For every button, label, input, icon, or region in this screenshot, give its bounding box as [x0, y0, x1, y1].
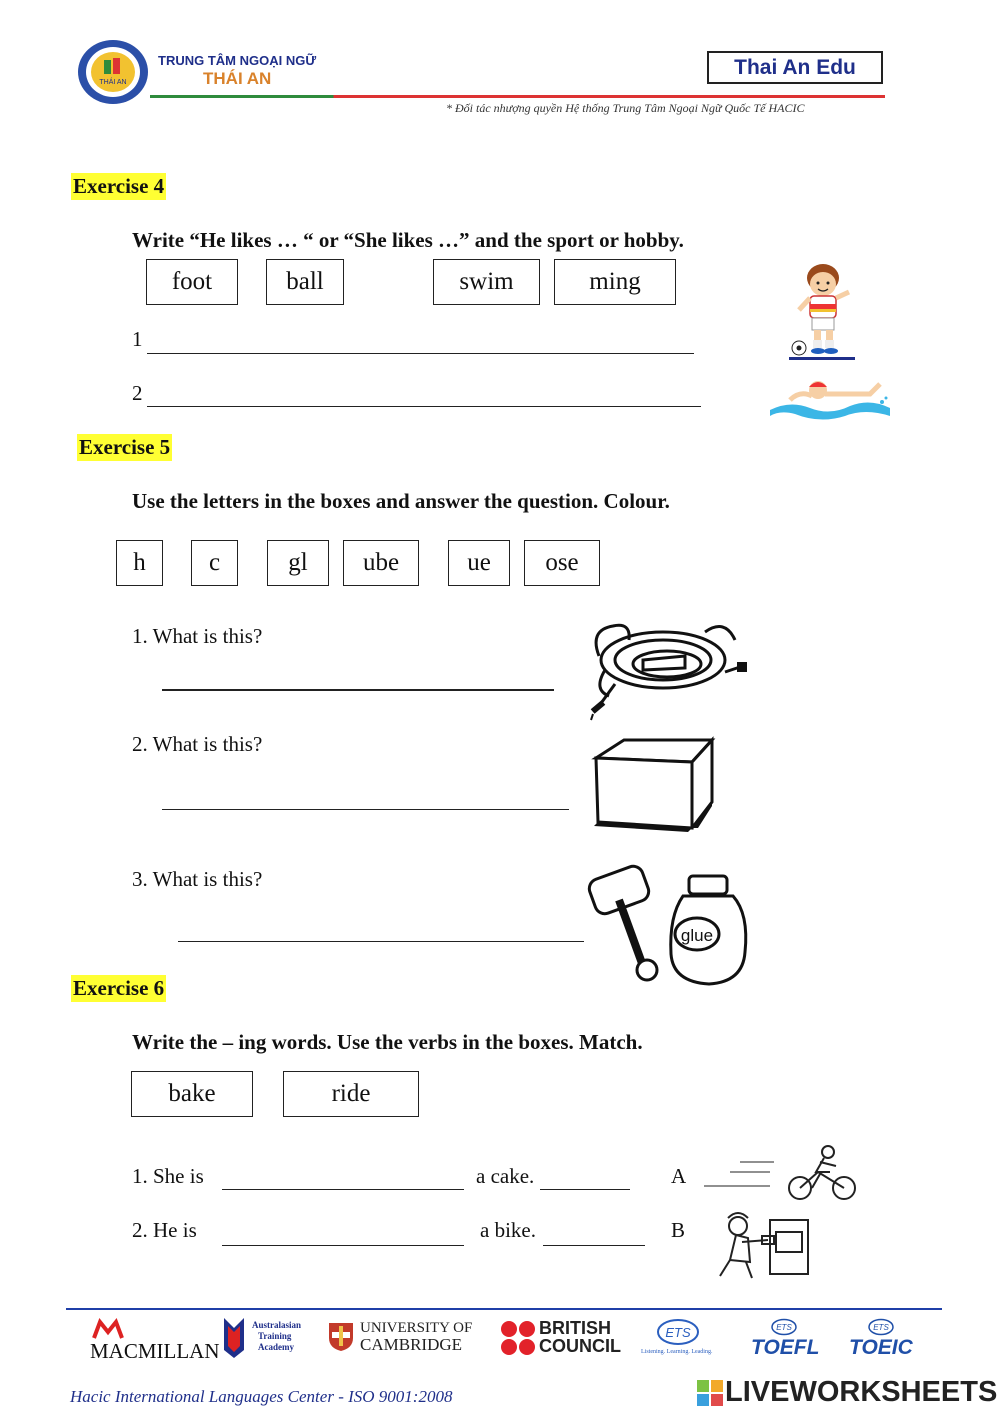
ex5-box-ose: ose: [524, 540, 600, 586]
ex4-box-ming: ming: [554, 259, 676, 305]
toefl-ets-icon: [770, 1318, 798, 1336]
ex4-box-swim: swim: [433, 259, 540, 305]
ex4-item-1-number: 1: [132, 327, 143, 351]
ex6-box-bake: bake: [131, 1071, 253, 1117]
center-logo-icon: [76, 38, 150, 106]
ex5-box-h: h: [116, 540, 163, 586]
ex5-box-gl: gl: [267, 540, 329, 586]
footer-center-text: Hacic International Languages Center - ISO 9001:2008: [70, 1387, 453, 1406]
ex5-question-3: 3. What is this?: [132, 867, 263, 891]
exercise4-instruction: Write “He likes … “ or “She likes …” and the sport or hobby.: [132, 228, 684, 252]
glue-label: glue: [680, 926, 714, 945]
ex6-letter-a: A: [671, 1164, 687, 1188]
exercise4-title: Exercise 4: [73, 174, 165, 198]
ex5-answer-line-3[interactable]: [178, 941, 584, 942]
ata-logo-icon: [220, 1316, 248, 1360]
ex4-answer-line-1[interactable]: [147, 353, 694, 354]
ex4-box-foot: foot: [146, 259, 238, 305]
british-council-line1: BRITISH: [539, 1318, 611, 1338]
footer-rule: [66, 1308, 942, 1310]
header-rule: [150, 95, 885, 98]
toeic-logo-text: TOEIC: [849, 1336, 913, 1359]
cyclist-image: [700, 1142, 860, 1202]
ex4-item-2-number: 2: [132, 381, 143, 405]
ex6-sentence-1-end: a cake.: [476, 1164, 535, 1188]
ex4-box-ball: ball: [266, 259, 344, 305]
brand-box: [707, 51, 883, 84]
brand-text: Thai An Edu: [734, 55, 856, 79]
cambridge-line1: UNIVERSITY OF: [360, 1320, 473, 1336]
toeic-ets-icon: [867, 1318, 895, 1336]
ex4-answer-line-2[interactable]: [147, 406, 701, 407]
macmillan-logo-icon: [92, 1318, 124, 1340]
glue-image: [585, 862, 755, 990]
boy-football-image: [785, 262, 860, 364]
ex5-box-ube: ube: [343, 540, 419, 586]
ex6-sentence-2-start: 2. He is: [132, 1218, 197, 1242]
ets-tagline: Listening. Learning. Leading.: [641, 1349, 713, 1355]
cambridge-crest-icon: [328, 1322, 354, 1352]
toefl-ets-text: ETS: [776, 1323, 792, 1332]
macmillan-logo-text: MACMILLAN: [90, 1339, 220, 1363]
ex6-match-line-1[interactable]: [540, 1189, 630, 1190]
cube-image: [588, 736, 718, 832]
exercise5-instruction: Use the letters in the boxes and answer the question. Colour.: [132, 489, 670, 513]
exercise6-instruction: Write the – ing words. Use the verbs in the boxes. Match.: [132, 1030, 643, 1054]
ata-line2: Training: [258, 1331, 292, 1341]
ex6-letter-b: B: [671, 1218, 686, 1242]
ex6-answer-line-1[interactable]: [222, 1189, 464, 1190]
center-name-line2: THÁI AN: [203, 69, 272, 88]
toeic-ets-text: ETS: [873, 1323, 889, 1332]
british-council-line2: COUNCIL: [539, 1336, 621, 1356]
ex5-answer-line-1[interactable]: [162, 689, 554, 691]
ets-logo-text: ETS: [665, 1325, 691, 1340]
swimmer-image: [770, 372, 890, 424]
ex6-match-line-2[interactable]: [543, 1245, 645, 1246]
ex6-sentence-1-start: 1. She is: [132, 1164, 204, 1188]
hose-image: [585, 610, 755, 722]
ex5-box-c: c: [191, 540, 238, 586]
ets-logo-icon: [656, 1318, 700, 1346]
ex6-box-ride: ride: [283, 1071, 419, 1117]
british-council-dots-icon: [500, 1320, 536, 1356]
ex5-box-ue: ue: [448, 540, 510, 586]
ata-line1: Australasian: [252, 1320, 302, 1330]
exercise6-title: Exercise 6: [73, 976, 165, 1000]
exercise5-title: Exercise 5: [79, 435, 171, 459]
ex5-question-1: 1. What is this?: [132, 624, 263, 648]
center-name-line1: TRUNG TÂM NGOẠI NGỮ: [158, 53, 317, 68]
logo-text: THÁI AN: [99, 79, 127, 86]
ex6-sentence-2-end: a bike.: [480, 1218, 536, 1242]
cambridge-line2: CAMBRIDGE: [360, 1335, 463, 1354]
ex6-answer-line-2[interactable]: [222, 1245, 464, 1246]
liveworksheets-text[interactable]: LIVEWORKSHEETS: [725, 1376, 998, 1408]
ex5-question-2: 2. What is this?: [132, 732, 263, 756]
liveworksheets-logo-icon: [697, 1380, 723, 1406]
toefl-logo-text: TOEFL: [751, 1336, 820, 1359]
ata-line3: Academy: [258, 1342, 294, 1352]
ex5-answer-line-2[interactable]: [162, 809, 569, 810]
header-tagline: * Đối tác nhượng quyền Hệ thống Trung Tâm Ngoại Ngữ Quốc Tế HACIC: [446, 101, 805, 115]
baker-image: [706, 1210, 816, 1282]
